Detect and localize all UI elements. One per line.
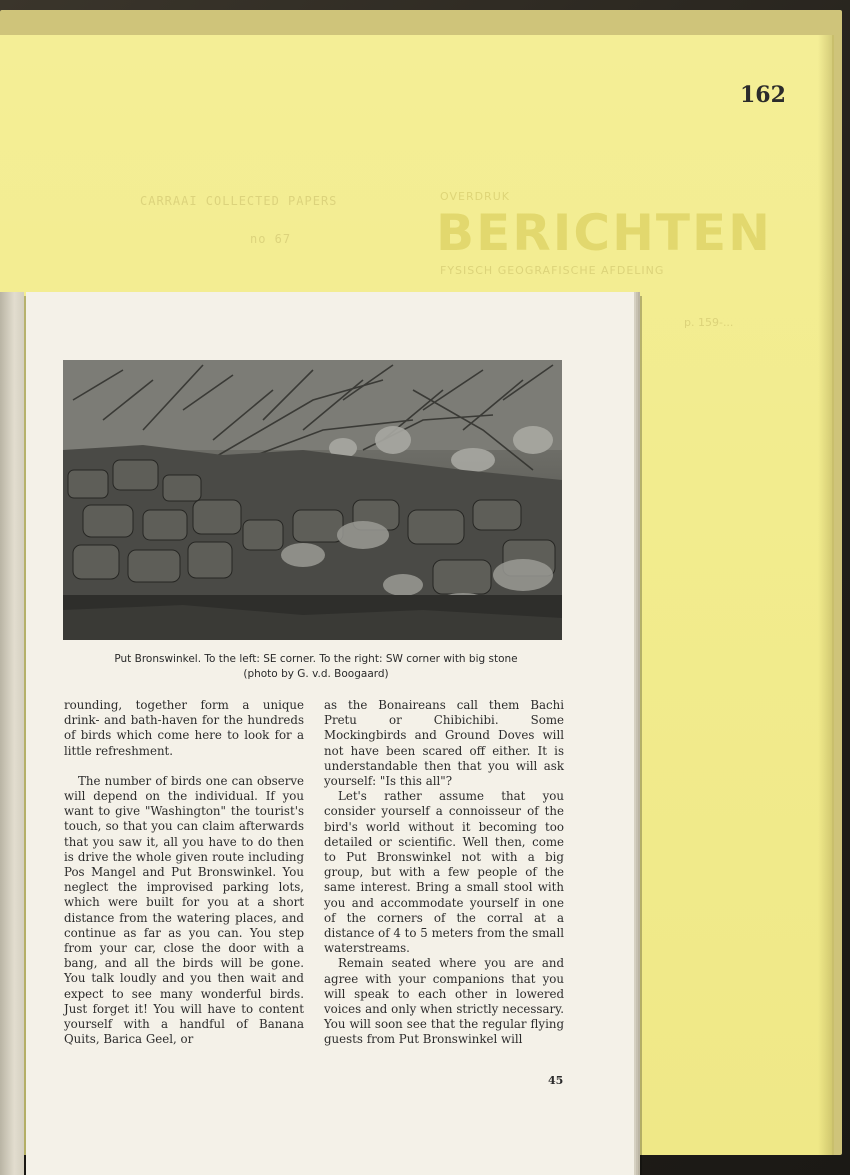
photo-put-bronswinkel [63,360,562,640]
text-column-right [324,698,564,1048]
show-through-header-2: no 67 [250,232,292,246]
show-through-publisher-sub: FYSISCH GEOGRAFISCHE AFDELING [440,264,665,277]
show-through-publisher-small: OVERDRUK [440,190,510,203]
show-through-publisher-title: BERICHTEN [436,204,773,262]
page-number: 162 [740,82,786,108]
paragraph: rounding, together form a unique drink- and bath-haven for the hundreds of birds which come here to look for a little refreshment. [64,698,304,758]
caption-line-2: (photo by G. v.d. Boogaard) [243,668,389,680]
show-through-reference: p. 159-... [684,316,734,329]
folio-number: 45 [548,1074,564,1087]
photo-caption [66,652,566,682]
booklet-page [26,292,634,1175]
caption-line-1: Put Bronswinkel. To the left: SE corner. To the right: SW corner with big stone [114,653,518,665]
photo-image [63,360,562,640]
paragraph: Let's rather assume that you consider yourself a connoisseur of the bird's world without it becoming too detailed or scientific. Well then, come to Put Bronswinkel not with a big group, but with a few people of the same interest. Bring a small stool with you and accommodate yourself in one of the corners of the corral at a distance of 4 to 5 meters from the small waterstreams. [324,789,564,956]
paragraph: Remain seated where you are and agree with your companions that you will speak to each other in lowered voices and only when strictly necessary. You will soon see that the regular flying guests from Put Bronswinkel will [324,956,564,1047]
text-column-left [64,698,304,1047]
left-page-edge [0,292,24,1175]
paragraph: as the Bonaireans call them Bachi Pretu or Chibichibi. Some Mockingbirds and Ground Doves will not have been scared off either. It is understandable then that you will ask yourself: "Is this all"? [324,698,564,789]
paragraph: The number of birds one can observe will depend on the individual. If you want to give "Washington" the tourist's touch, so that you can claim afterwards that you saw it, all you have to do then is drive the whole given route including Pos Mangel and Put Bronswinkel. You neglect the improvised parking lots, which were built for you at a short distance from the watering places, and continue as far as you can. You step from your car, close the door with a bang, and all the birds will be gone. You talk loudly and you then wait and expect to see many wonderful birds. Just forget it! You will have to content yourself with a handful of Banana Quits, Barica Geel, or [64,773,304,1047]
show-through-header-1: CARRAAI COLLECTED PAPERS [140,194,338,208]
